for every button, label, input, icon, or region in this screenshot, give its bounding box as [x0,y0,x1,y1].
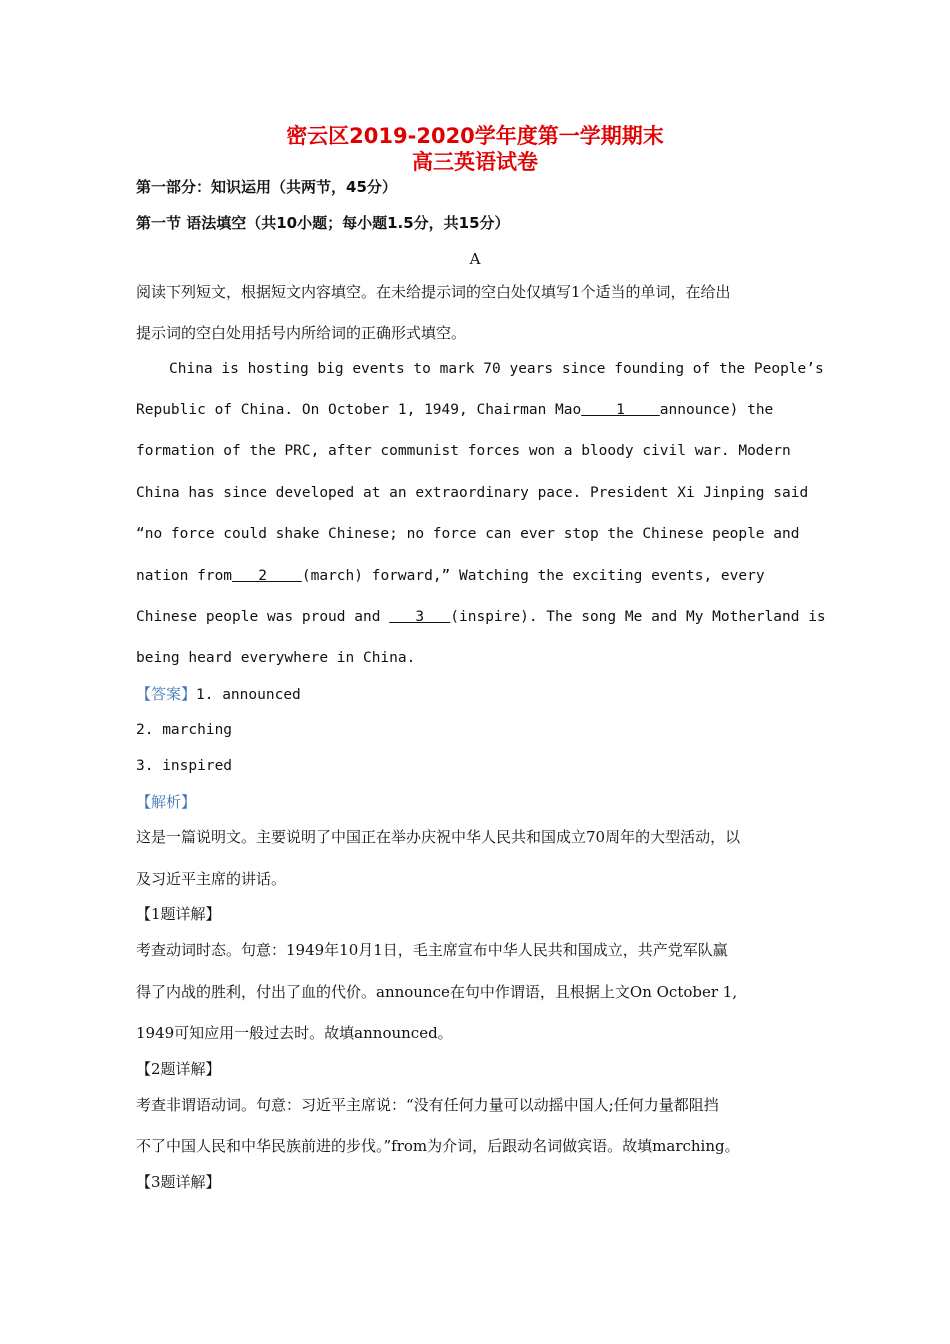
detail1-line-1: 考查动词时态。句意：1949年10月1日，毛主席宣布中华人民共和国成立，共产党军队赢 [136,941,728,959]
blank-1: 1 [581,402,660,418]
detail2-line-2: 不了中国人民和中华民族前进的步伐。”from为介词，后跟动名词做宾语。故填marching。 [136,1137,740,1155]
passage-text: Chinese people was proud and [136,609,390,625]
passage-line-1: China is hosting big events to mark 70 years since founding of the People’s [169,361,824,377]
analysis-line-2: 及习近平主席的讲话。 [136,870,287,888]
exam-title: 密云区2019-2020学年度第一学期期末 [286,124,664,148]
passage-label: A [469,250,481,268]
instruction-line-1: 阅读下列短文，根据短文内容填空。在未给提示词的空白处仅填写1个适当的单词，在给出 [136,283,731,301]
passage-text: Republic of China. On October 1, 1949, Chairman Mao [136,402,582,418]
blank-3: 3 [389,609,451,625]
passage-line-6 [136,565,765,587]
detail2-line-1: 考查非谓语动词。句意：习近平主席说：“没有任何力量可以动摇中国人;任何力量都阻挡 [136,1096,719,1114]
passage-line-3: formation of the PRC, after communist forces won a bloody civil war. Modern [136,443,791,459]
detail1-line-3: 1949可知应用一般过去时。故填announced。 [136,1024,453,1042]
exam-subtitle: 高三英语试卷 [412,150,538,174]
detail1-heading: 【1题详解】 [136,905,221,923]
analysis-line-1: 这是一篇说明文。主要说明了中国正在举办庆祝中华人民共和国成立70周年的大型活动，以 [136,828,741,846]
detail3-heading: 【3题详解】 [136,1173,221,1191]
detail2-heading: 【2题详解】 [136,1060,221,1078]
answer-2: 2. marching [136,722,233,738]
blank-2: 2 [232,568,302,584]
passage-line-4: China has since developed at an extraordinary pace. President Xi Jinping said [136,485,809,501]
section-heading: 第一节 语法填空（共10小题；每小题1.5分，共15分） [136,214,510,232]
passage-line-8: being heard everywhere in China. [136,650,416,666]
answer-line-1 [136,683,301,706]
passage-text: announce) the [659,402,774,418]
part-heading: 第一部分：知识运用（共两节，45分） [136,178,397,196]
passage-text: (inspire). The song Me and My Motherland is [450,609,826,625]
analysis-label: 【解析】 [136,793,197,811]
answer-1: 1. announced [196,687,301,703]
instruction-line-2: 提示词的空白处用括号内所给词的正确形式填空。 [136,324,467,342]
answer-label: 【答案】 [136,685,197,703]
passage-line-2 [136,399,773,421]
passage-text: nation from [136,568,233,584]
passage-text: (march) forward,” Watching the exciting events, every [301,568,765,584]
passage-line-5: “no force could shake Chinese; no force can ever stop the Chinese people and [136,526,800,542]
passage-line-7 [136,606,826,628]
detail1-line-2: 得了内战的胜利，付出了血的代价。announce在句中作谓语，且根据上文On October 1, [136,983,738,1001]
answer-3: 3. inspired [136,758,233,774]
